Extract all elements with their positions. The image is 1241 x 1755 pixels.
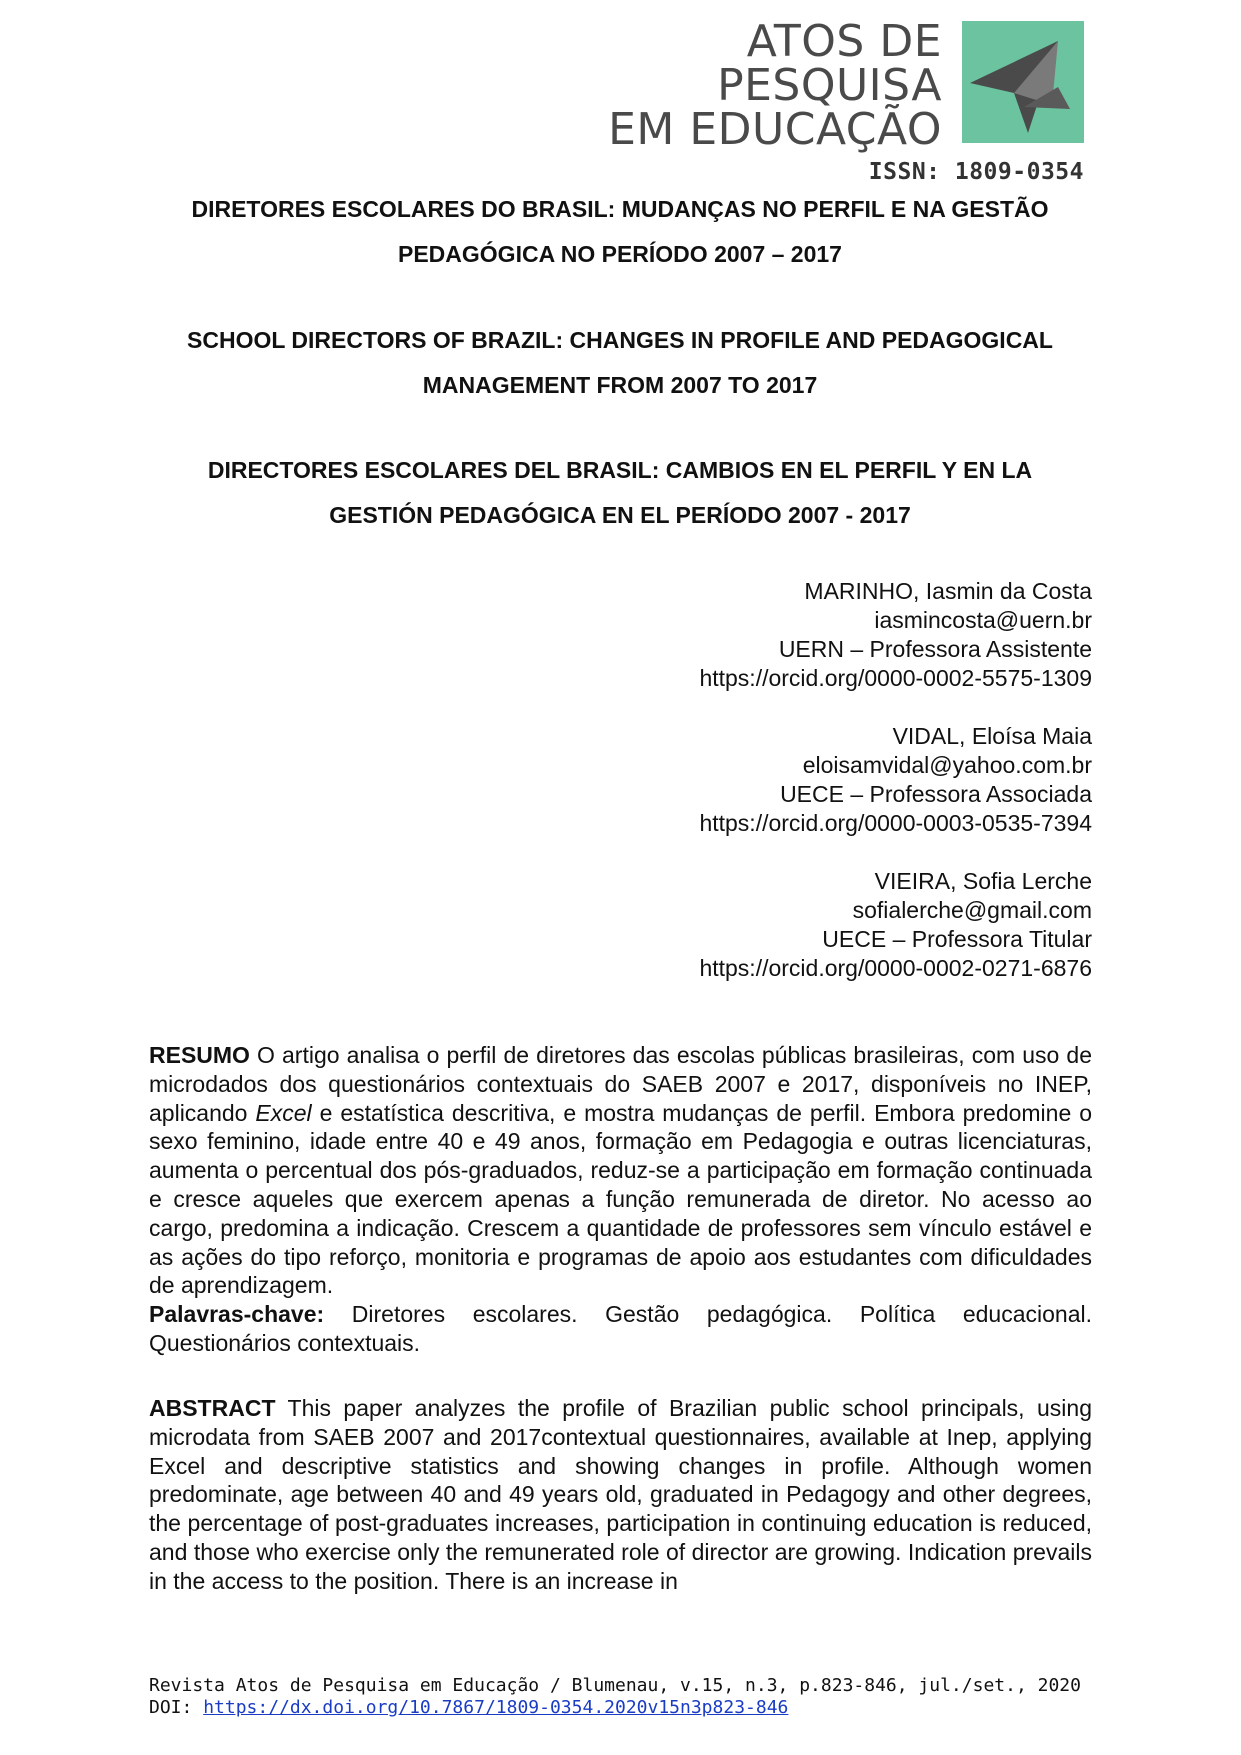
title-es-line-1: DIRECTORES ESCOLARES DEL BRASIL: CAMBIOS EN EL PERFIL Y EN LA [207,457,1033,483]
author-affiliation: UECE – Professora Associada [780,781,1092,807]
footer-citation: Revista Atos de Pesquisa em Educação / Blumenau, v.15, n.3, p.823-846, jul./set., 2020 [149,1675,1081,1696]
resumo-label: RESUMO [149,1042,250,1068]
author-affiliation: UERN – Professora Assistente [778,636,1092,662]
journal-logo [608,14,1092,185]
abstract-label: ABSTRACT [149,1395,276,1421]
resumo-text-after: e estatística descritiva, e mostra mudanças de perfil. Embora predomine o sexo feminino, idade entre 40 e 49 anos, formação em Pedagogia e outras licenciaturas, aumenta o percentual dos pós-graduados, reduz-se a participação em formação continuada e cresce aqueles que exercem apenas a função remunerada de diretor. No acesso ao cargo, predomina a indicação. Crescem a quantidade de professores sem vínculo estável e as ações do tipo reforço, monitoria e programas de apoio aos estudantes com dificuldades de aprendizagem. [149,1099,1092,1299]
author-orcid[interactable]: https://orcid.org/0000-0002-0271-6876 [699,955,1092,981]
author-orcid[interactable]: https://orcid.org/0000-0003-0535-7394 [699,810,1092,836]
keywords-label: Palavras-chave: [149,1301,325,1328]
logo-line-3: EM EDUCAÇÃO [608,104,942,155]
keywords-paragraph [149,1300,1092,1358]
author-list [699,577,1092,1012]
title-portuguese [140,187,1100,277]
journal-logo-text [608,16,942,155]
title-pt-line-1: DIRETORES ESCOLARES DO BRASIL: MUDANÇAS NO PERFIL E NA GESTÃO [191,196,1049,222]
title-english [140,318,1100,408]
resumo-section [149,1041,1092,1358]
logo-line-2: PESQUISA [717,60,942,111]
author-block [699,867,1092,983]
author-name: VIDAL, Eloísa Maia [892,723,1092,749]
author-email[interactable]: eloisamvidal@yahoo.com.br [802,752,1092,778]
author-orcid[interactable]: https://orcid.org/0000-0002-5575-1309 [699,665,1092,691]
title-spanish [140,448,1100,538]
resumo-paragraph [149,1041,1092,1300]
author-name: VIEIRA, Sofia Lerche [874,868,1092,894]
paper-plane-icon [962,21,1084,143]
resumo-italic: Excel [255,1099,312,1126]
abstract-section [149,1394,1092,1596]
resumo-text-before: O artigo analisa o perfil de diretores das escolas públicas brasileiras, com uso de microdados dos questionários contextuais do SAEB 2007 e 2017, disponíveis no INEP, aplicando [149,1042,1092,1126]
abstract-paragraph [149,1394,1092,1596]
author-email[interactable]: sofialerche@gmail.com [852,897,1092,923]
author-block [699,722,1092,838]
title-en-line-2: MANAGEMENT FROM 2007 TO 2017 [422,372,818,398]
author-affiliation: UECE – Professora Titular [822,926,1092,952]
title-pt-line-2: PEDAGÓGICA NO PERÍODO 2007 – 2017 [398,241,842,267]
author-name: MARINHO, Iasmin da Costa [804,578,1092,604]
title-en-line-1: SCHOOL DIRECTORS OF BRAZIL: CHANGES IN PROFILE AND PEDAGOGICAL [187,327,1053,353]
page-footer [149,1675,1081,1719]
author-block [699,577,1092,693]
abstract-text: This paper analyzes the profile of Brazilian public school principals, using microdata from SAEB 2007 and 2017contextual questionnaires, available at Inep, applying Excel and descriptive statistics and showing changes in profile. Although women predominate, age between 40 and 49 years old, graduated in Pedagogy and other degrees, the percentage of post-graduates increases, participation in continuing education is reduced, and those who exercise only the remunerated role of director are growing. Indication prevails in the access to the position. There is an increase in [149,1395,1092,1594]
title-es-line-2: GESTIÓN PEDAGÓGICA EN EL PERÍODO 2007 - 2017 [329,502,911,528]
author-email[interactable]: iasmincosta@uern.br [874,607,1092,633]
doi-link[interactable]: https://dx.doi.org/10.7867/1809-0354.2020v15n3p823-846 [203,1697,789,1718]
doi-label: DOI: [149,1697,204,1718]
issn-label: ISSN: 1809-0354 [868,159,1084,185]
logo-line-1: ATOS DE [746,16,942,67]
footer-doi [149,1697,1081,1719]
keywords-text: Diretores escolares. Gestão pedagógica. Política educacional. Questionários contextuais. [149,1301,1092,1356]
